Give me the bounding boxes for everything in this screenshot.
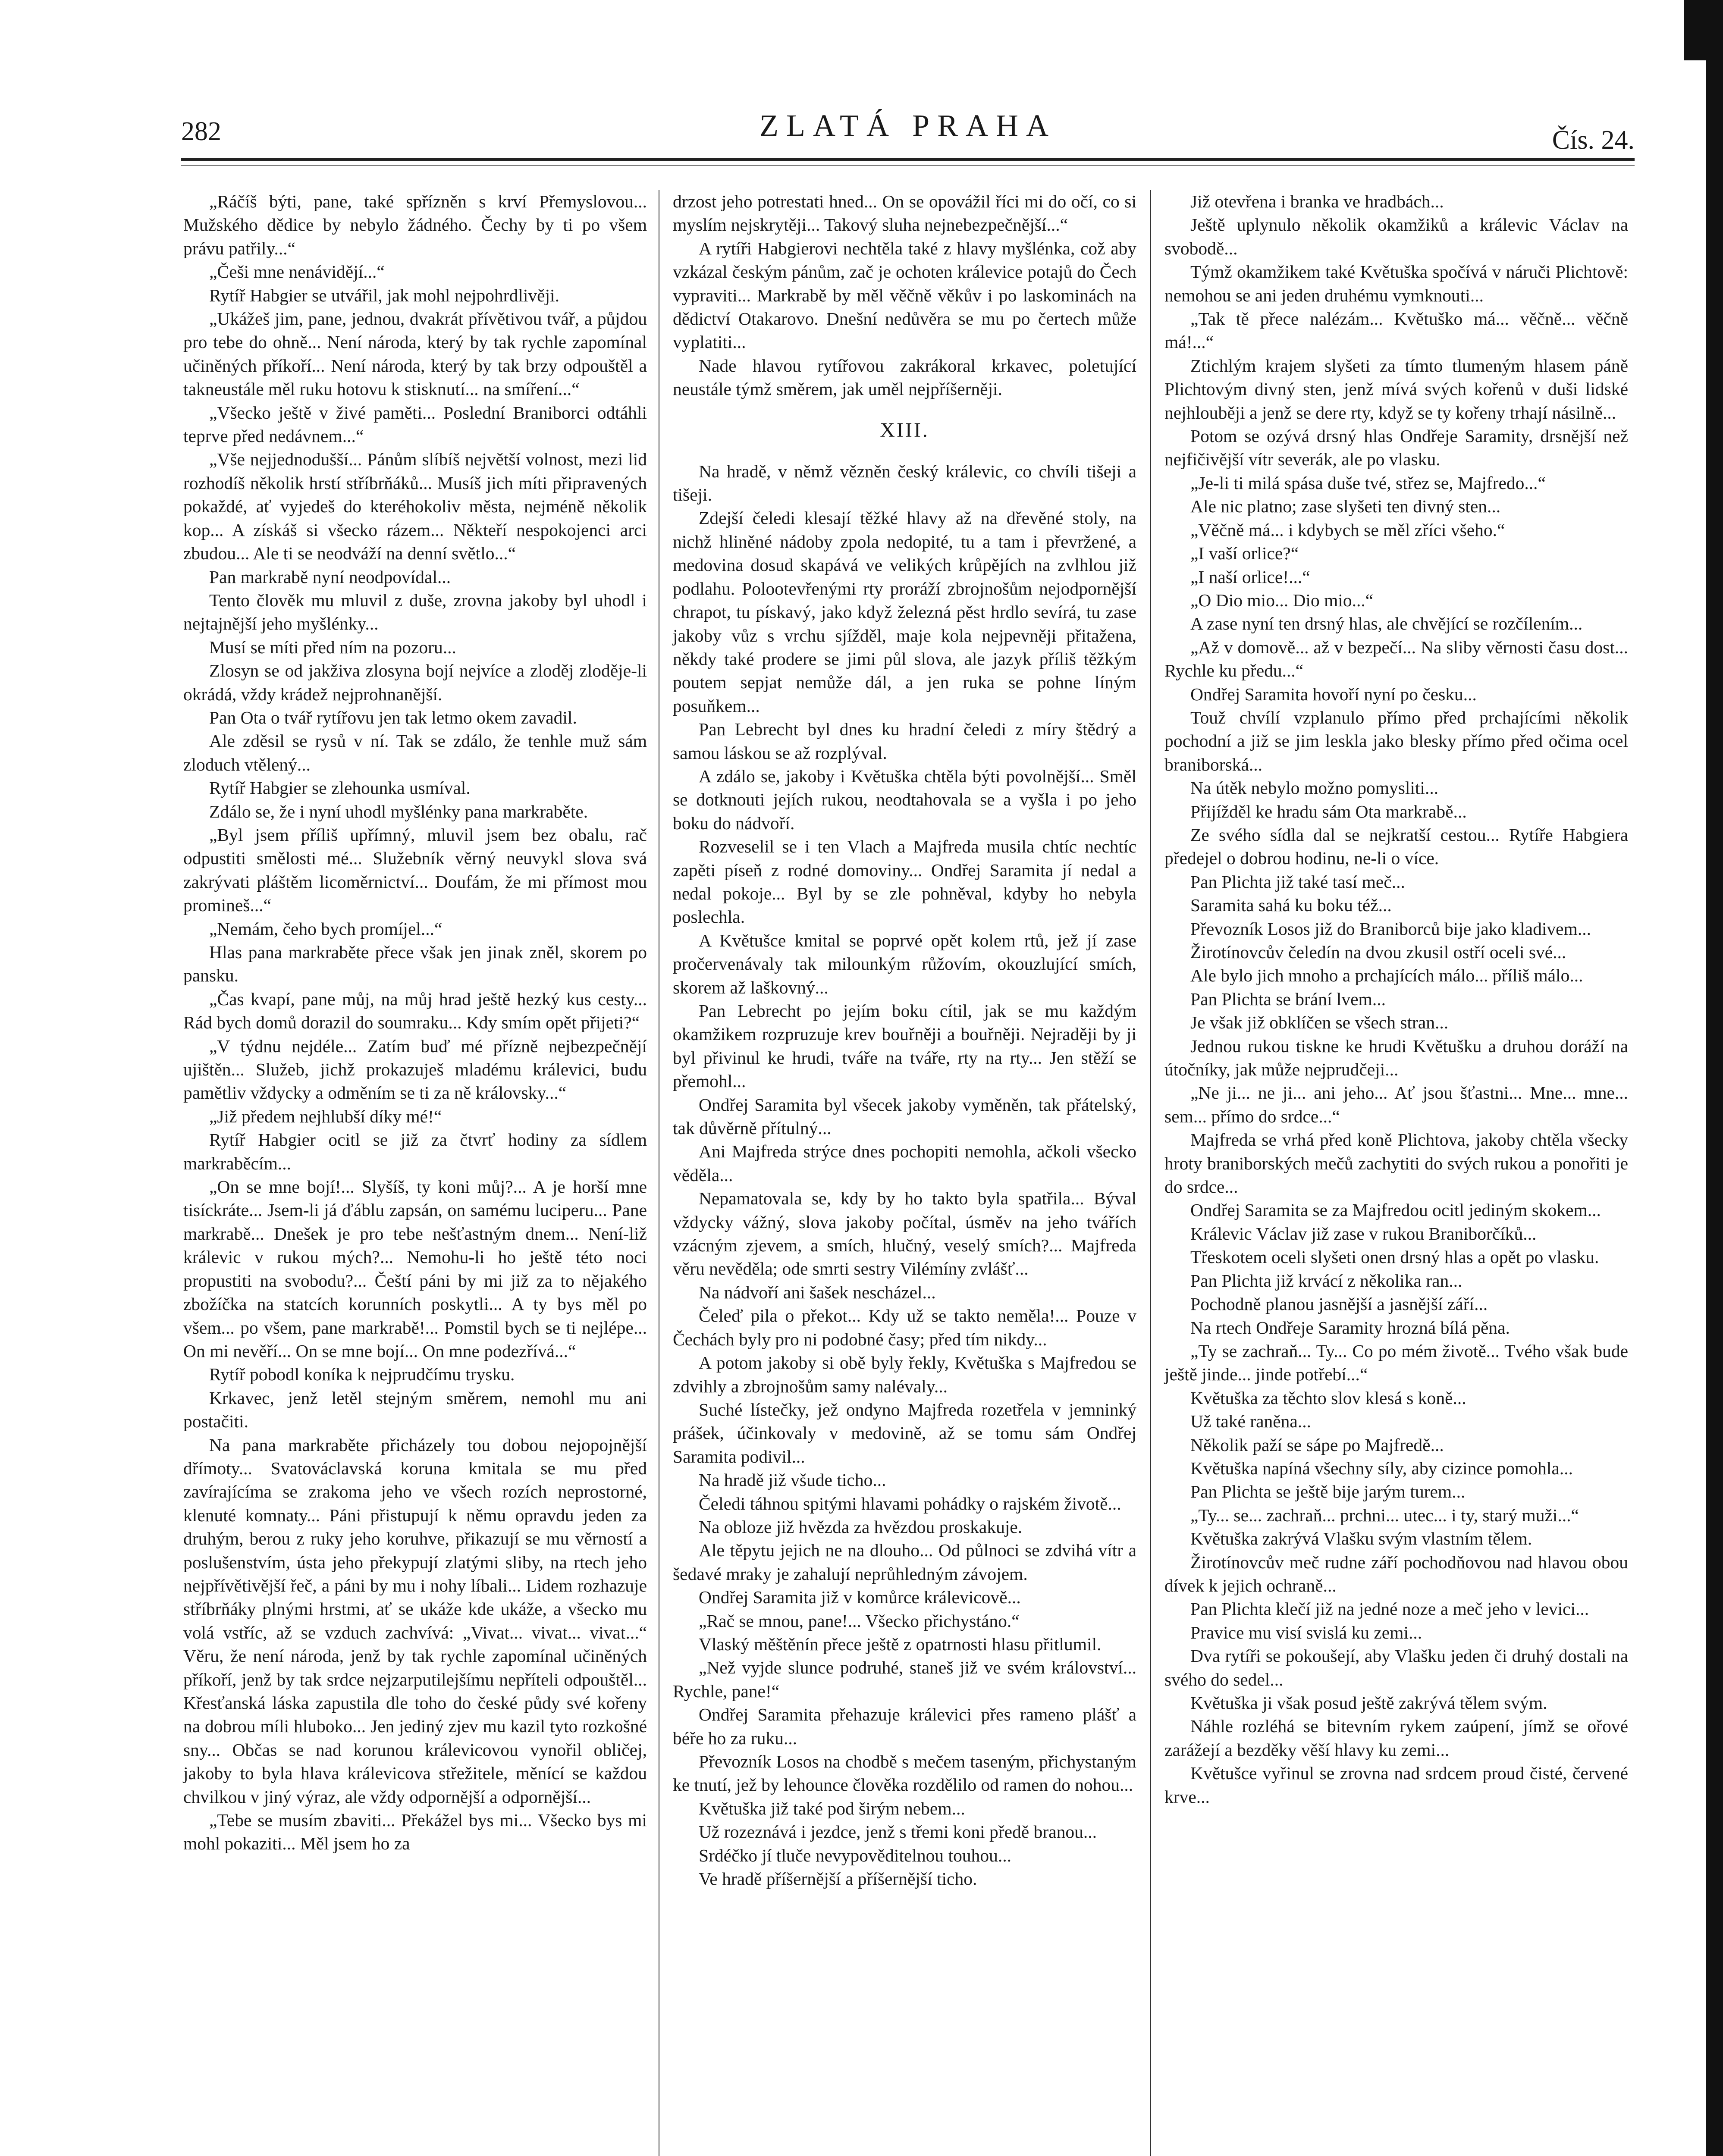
column-divider: [1150, 190, 1151, 2156]
paragraph: Čeleď pila o překot... Kdy už se takto neměla!... Pouze v Čechách byly pro ni podobné časy; před tím nikdy...: [673, 1306, 1136, 1349]
paragraph: Pan markrabě nyní neodpovídal...: [209, 567, 451, 587]
paragraph: Květuška zakrývá Vlašku svým vlastním tělem.: [1190, 1529, 1532, 1549]
issue-number: Čís. 24.: [1552, 125, 1635, 155]
paragraph: Tento člověk mu mluvil z duše, zrovna jakoby byl uhodl i nejtajnější jeho myšlénky...: [183, 590, 647, 634]
paragraph: Touž chvílí vzplanulo přímo před prchajícími několik pochodní a již se jim leskla jako blesky přímo před očima ocel braniborská...: [1164, 707, 1628, 774]
text-column-1: [183, 190, 647, 1855]
page-number: 282: [181, 117, 221, 146]
paragraph: „Ty se zachraň... Ty... Co po mém životě... Tvého však bude ještě jinde... jinde potřebí...“: [1164, 1341, 1628, 1385]
paragraph: Ztichlým krajem slyšeti za tímto tlumeným hlasem páně Plichtovým divný sten, jenž mívá svých kořenů v duši lidské nejhlouběji a jenž se dere rty, když se ty kořeny trhají násilně...: [1164, 355, 1628, 423]
paragraph: „O Dio mio... Dio mio...“: [1190, 590, 1374, 610]
paragraph: Pan Plichta klečí již na jedné noze a meč jeho v levici...: [1190, 1599, 1589, 1619]
paragraph: Ale zděsil se rysů v ní. Tak se zdálo, že tenhle muž sám zloduch vtělený...: [183, 731, 647, 774]
paragraph: „Než vyjde slunce podruhé, staneš již ve svém království... Rychle, pane!“: [673, 1658, 1136, 1701]
text-column-3: [1164, 190, 1628, 1808]
paragraph: Srdéčko jí tluče nevypověditelnou touhou...: [699, 1845, 1011, 1865]
paragraph: A potom jakoby si obě byly řekly, Květuška s Majfredou se zdvihly a zbrojnošům samy nalévaly...: [673, 1353, 1136, 1396]
paragraph: Žirotínovcův meč rudne září pochodňovou nad hlavou obou dívek k jejich ochraně...: [1164, 1552, 1628, 1595]
paragraph: „Všecko ještě v živé paměti... Poslední Braniborci odtáhli teprve před nedávnem...“: [183, 402, 647, 446]
text-column-2: [673, 190, 1136, 1890]
page-header: [181, 108, 1635, 160]
paragraph: „Rač se mnou, pane!... Všecko přichystáno.“: [699, 1611, 1020, 1631]
paragraph: Třeskotem oceli slyšeti onen drsný hlas a opět po vlasku.: [1190, 1247, 1599, 1267]
header-rule-thin: [181, 165, 1635, 166]
paragraph: A rytíři Habgierovi nechtěla také z hlavy myšlénka, což aby vzkázal českým pánům, zač je ochoten králevice potajů do Čech vypraviti... Markrabě by měl věčně věkův i po laskominách na dědictví Otakarovo. Dnešní nedůvěra se mu po čertech může vyplatiti...: [673, 238, 1136, 352]
paragraph: Nade hlavou rytířovou zakrákoral krkavec, poletující neustále týmž směrem, jak uměl nejpříšerněji.: [673, 355, 1136, 399]
paragraph: Potom se ozývá drsný hlas Ondřeje Saramity, drsnější než nejfičivější vítr severák, ale po vlasku.: [1164, 426, 1628, 470]
paragraph: Na hradě již všude ticho...: [699, 1470, 886, 1490]
paragraph: Květuška již také pod širým nebem...: [699, 1798, 965, 1818]
paragraph: Pan Lebrecht po jejím boku cítil, jak se mu každým okamžikem rozpruzuje krev bouřněji a bouřněji. Nejraději by ji byl přivinul ke hrudi, tváře na tváře, rty na rty... Jen stěží se přemohl...: [673, 1001, 1136, 1091]
paragraph: Majfreda se vrhá před koně Plichtova, jakoby chtěla všecky hroty braniborských mečů zachytiti do svých rukou a ponořiti je do srdce...: [1164, 1130, 1628, 1197]
paragraph: Pan Plichta již krvácí z několika ran...: [1190, 1270, 1463, 1291]
paragraph: A zdálo se, jakoby i Květuška chtěla býti povolnější... Směl se dotknouti jejích rukou, neodtahovala se a vyšla i po jeho boku do nádvoří.: [673, 766, 1136, 833]
paragraph: Ondřej Saramita hovoří nyní po česku...: [1190, 684, 1477, 704]
paragraph: Žirotínovcův čeledín na dvou zkusil ostří oceli své...: [1190, 942, 1566, 962]
paragraph: Pan Plichta se ještě bije jarým turem...: [1190, 1482, 1466, 1502]
paragraph: Ondřej Saramita přehazuje králevici přes rameno plášť a béře ho za ruku...: [673, 1705, 1136, 1748]
paragraph: „Vše nejjednodušší... Pánům slíbíš největší volnost, mezi lid rozhodíš několik hrstí stříbrňáků... Musíš jich míti připravených pokaždé, ať vyjedeš do kteréhokoliv města, nejméně několik kop... A získáš si všecko rázem... Někteří nespokojenci arci zbudou... Ale ti se neodváží na denní světlo...“: [183, 449, 647, 564]
paragraph: Musí se míti před ním na pozoru...: [209, 637, 456, 657]
paragraph: „Tak tě přece nalézám... Květuško má... věčně... věčně má!...“: [1164, 309, 1628, 352]
paragraph: Ze svého sídla dal se nejkratší cestou... Rytíře Habgiera předejel o dobrou hodinu, ne-li o více.: [1164, 824, 1628, 868]
paragraph: Rytíř Habgier se zlehounka usmíval.: [209, 778, 471, 798]
paragraph: Rytíř Habgier ocitl se již za čtvrť hodiny za sídlem markraběcím...: [183, 1130, 647, 1173]
paragraph: Pan Ota o tvář rytířovu jen tak letmo okem zavadil.: [209, 707, 577, 727]
paragraph: Zdálo se, že i nyní uhodl myšlénky pana markraběte.: [209, 801, 588, 821]
paragraph: Ale těpytu jejich ne na dlouho... Od půlnoci se zdvihá vítr a šedavé mraky je zahalují neprůhledným závojem.: [673, 1540, 1136, 1584]
paragraph: Na útěk nebylo možno pomysliti...: [1190, 778, 1439, 798]
paragraph: „Byl jsem příliš upřímný, mluvil jsem bez obalu, rač odpustiti smělosti mé... Služebník věrný neuvykl slova svá zakrývati pláštěm licoměrnictví... Doufám, že mi přímost mou promineš...“: [183, 824, 647, 915]
paragraph: Králevic Václav již zase v rukou Braniborčíků...: [1190, 1223, 1537, 1244]
paragraph: Ve hradě příšernější a příšernější ticho.: [699, 1869, 977, 1889]
paragraph: Květušce vyřinul se zrovna nad srdcem proud čisté, červené krve...: [1164, 1763, 1628, 1807]
paragraph: Ale bylo jich mnoho a prchajících málo... příliš málo...: [1190, 965, 1583, 986]
paragraph: Rytíř pobodl koníka k nejprudčímu trysku.: [209, 1364, 515, 1385]
paragraph: „Ráčíš býti, pane, také spřízněn s krví Přemyslovou... Mužského dědice by nebylo žádného. Čechy by ti po všem právu patřily...“: [183, 191, 647, 258]
paragraph: Jednou rukou tiskne ke hrudi Květušku a druhou doráží na útočníky, jak může nejprudčeji...: [1164, 1036, 1628, 1080]
paragraph: „I naší orlice!...“: [1190, 567, 1310, 587]
paragraph: „Tebe se musím zbaviti... Překážel bys mi... Všecko bys mi mohl pokaziti... Měl jsem ho za: [183, 1810, 647, 1854]
paragraph: „Čas kvapí, pane můj, na můj hrad ještě hezký kus cesty... Rád bych domů dorazil do soumraku... Kdy smím opět přijeti?“: [183, 989, 647, 1033]
paragraph: „Věčně má... i kdybych se měl zříci všeho.“: [1190, 520, 1505, 540]
paragraph: drzost jeho potrestati hned... On se opovážil říci mi do očí, co si myslím nejskrytěji... Takový sluha nejnebezpečnější...“: [673, 191, 1136, 235]
paragraph: Týmž okamžikem také Květuška spočívá v náruči Plichtově: nemohou se ani jeden druhému vymknouti...: [1164, 262, 1628, 305]
paragraph: Ani Majfreda strýce dnes pochopiti nemohla, ačkoli všecko věděla...: [673, 1141, 1136, 1185]
paragraph: Pravice mu visí svislá ku zemi...: [1190, 1622, 1422, 1642]
chapter-heading: XIII.: [880, 418, 929, 442]
paragraph: Již otevřena i branka ve hradbách...: [1190, 191, 1444, 211]
header-rule-thick: [181, 158, 1635, 161]
paragraph: A zase nyní ten drsný hlas, ale chvějící se rozčílením...: [1190, 614, 1583, 634]
paragraph: Přijížděl ke hradu sám Ota markrabě...: [1190, 801, 1467, 821]
paragraph: Na rtech Ondřeje Saramity hrozná bílá pěna.: [1190, 1317, 1510, 1338]
paragraph: Rytíř Habgier se utvářil, jak mohl nejpohrdlivěji.: [209, 285, 560, 305]
paragraph: Několik paží se sápe po Majfredě...: [1190, 1435, 1444, 1455]
paragraph: „Češi mne nenávidějí...“: [209, 262, 385, 282]
paragraph: „Ty... se... zachraň... prchni... utec... i ty, starý muži...“: [1190, 1505, 1579, 1525]
paragraph: Dva rytíři se pokoušejí, aby Vlašku jeden či druhý dostali na svého do sedel...: [1164, 1646, 1628, 1689]
paragraph: Pochodně planou jasnější a jasnější září...: [1190, 1294, 1488, 1314]
paragraph: Rozveselil se i ten Vlach a Majfreda musila chtíc nechtíc zapěti píseň z rodné domoviny... Ondřej Saramita jí nedal a nedal pokoje... Byl by se zle pohněval, kdyby ho nebyla poslechla.: [673, 837, 1136, 927]
paragraph: Čeledi táhnou spitými hlavami pohádky o rajském životě...: [699, 1493, 1121, 1514]
paragraph: Ondřej Saramita se za Majfredou ocitl jediným skokem...: [1190, 1200, 1601, 1220]
paragraph: Pan Plichta se brání lvem...: [1190, 989, 1386, 1009]
paragraph: Už rozeznává i jezdce, jenž s třemi koni předě branou...: [699, 1822, 1097, 1842]
paragraph: „Je-li ti milá spása duše tvé, střez se, Majfredo...“: [1190, 473, 1546, 493]
paragraph: Ještě uplynulo několik okamžiků a králevic Václav na svobodě...: [1164, 215, 1628, 258]
paragraph: Na nádvoří ani šašek nescházel...: [699, 1282, 936, 1302]
paragraph: „On se mne bojí!... Slyšíš, ty koni můj?... A je horší mne tisíckráte... Jsem-li já ďáblu zapsán, on samému luciperu... Pane markrabě... Dnešek je pro tebe nešťastným dnem... Není-liž králevic v rukou mých?... Nemohu-li ho ještě této noci propustiti na svobodu?... Čeští páni by mi již za to nějakého zbožíčka na statcích korunních poskytli... A ty bys měl po všem... po všem, pane markrabě!... Pomstil bych se ti nejlépe... On mi nevěří... On se mne bojí... On mne podezřívá...“: [183, 1177, 647, 1361]
paragraph: Ale nic platno; zase slyšeti ten divný sten...: [1190, 496, 1501, 517]
paragraph: Je však již obklíčen se všech stran...: [1190, 1012, 1449, 1033]
paragraph: Květuška za těchto slov klesá s koně...: [1190, 1388, 1466, 1408]
paragraph: Převozník Losos již do Braniborců bije jako kladivem...: [1190, 918, 1591, 939]
paragraph: „Až v domově... až v bezpečí... Na sliby věrnosti času dost... Rychle ku předu...“: [1164, 637, 1628, 681]
paragraph: Pan Plichta již také tasí meč...: [1190, 871, 1405, 892]
journal-title: ZLATÁ PRAHA: [759, 108, 1056, 143]
paragraph: „Ne ji... ne ji... ani jeho... Ať jsou šťastni... Mne... mne... sem... přímo do srdce...“: [1164, 1083, 1628, 1126]
paragraph: Nepamatovala se, kdy by ho takto byla spatřila... Býval vždycky vážný, slova jakoby počítal, úsměv na jeho tvářích vzácným zjevem, a smích, hlučný, veselý smích?... Majfreda věru nevěděla; ode smrti sestry Vilémíny zvlášť...: [673, 1188, 1136, 1279]
paragraph: Převozník Losos na chodbě s mečem taseným, přichystaným ke tnutí, jež by lehounce člověka rozdělilo od ramen do nohou...: [673, 1752, 1136, 1795]
paragraph: Na obloze již hvězda za hvězdou proskakuje.: [699, 1517, 1023, 1537]
paragraph: „Již předem nejhlubší díky mé!“: [209, 1106, 442, 1126]
scan-corner: [1684, 0, 1706, 60]
paragraph: Na hradě, v němž vězněn český králevic, co chvíli tišeji a tišeji.: [673, 461, 1136, 505]
paragraph: Pan Lebrecht byl dnes ku hradní čeledi z míry štědrý a samou láskou se až rozplýval.: [673, 719, 1136, 763]
paragraph: Suché lístečky, jež ondyno Majfreda rozetřela v jemninký prášek, účinkovaly v medovině, až se tomu sám Ondřej Saramita podivil...: [673, 1399, 1136, 1467]
paragraph: Náhle rozléhá se bitevním rykem zaúpení, jímž se ořové zarážejí a bezděky věší hlavy ku zemi...: [1164, 1716, 1628, 1760]
paragraph: Vlaský měštěnín přece ještě z opatrnosti hlasu přitlumil.: [699, 1634, 1102, 1654]
scan-edge: [1706, 0, 1723, 2156]
paragraph: Ondřej Saramita byl všecek jakoby vyměněn, tak přátelský, tak důvěrně přítulný...: [673, 1094, 1136, 1138]
paragraph: „Nemám, čeho bych promíjel...“: [209, 918, 443, 939]
paragraph: A Květušce kmital se poprvé opět kolem rtů, jež jí zase pročervenávaly tak milounkým růžovím, okouzlující smích, skorem až laškovný...: [673, 930, 1136, 997]
paragraph: Květuška ji však posud ještě zakrývá tělem svým.: [1190, 1693, 1547, 1713]
paragraph: Krkavec, jenž letěl stejným směrem, nemohl mu ani postačiti.: [183, 1388, 647, 1432]
paragraph: Už také raněna...: [1190, 1411, 1311, 1432]
paragraph: Ondřej Saramita již v komůrce králevicově...: [699, 1587, 1021, 1608]
paragraph: „Ukážeš jim, pane, jednou, dvakrát přívětivou tvář, a půjdou pro tebe do ohně... Není národa, který by tak rychle zapomínal učiněných příkoří... Není národa, který by tak brzy odpouštěl a takneustále měl ruku hotovu k stisknutí... na smíření...“: [183, 309, 647, 399]
paragraph: Zdejší čeledi klesají těžké hlavy až na dřevěné stoly, na nichž hliněné nádoby zpola nedopité, tu a tam i převržené, a medovina dosud skapává ve velikých krůpějích na zvlhlou již podlahu. Polootevřenými rty proráží zbrojnošům nejodpornější chrapot, tu pískavý, jako když železná pěst hrdlo sevírá, tu zase jakoby vůz s vrchu sjížděl, maje kola nejpevněji přitažena, někdy také prodere se jimi půl slova, ale jazyk příliš těžkým poutem sepjat nemůže dál, a jen ruka se pohne líným posuňkem...: [673, 508, 1136, 716]
paragraph: Hlas pana markraběte přece však jen jinak zněl, skorem po pansku.: [183, 942, 647, 986]
paragraph: Saramita sahá ku boku též...: [1190, 895, 1392, 915]
paragraph: Zlosyn se od jakživa zlosyna bojí nejvíce a zloděj zloděje-li okrádá, vždy krádež nejprohnanější.: [183, 661, 647, 704]
paragraph: Na pana markraběte přicházely tou dobou nejopojnější dřímoty... Svatováclavská koruna kmitala se mu před zavírajícíma se zrakoma jeho ve všech rozích neprostorné, klenuté komnaty... Páni přistupují k němu opravdu jeden za druhým, berou z ruky jeho koruhve, přikazují se mu věrností a poslušenstvím, ústa jeho překypují zlatými sliby, na rtech jeho nejpřívětivější řeč, a páni by mu i nohy líbali... Lidem rozhazuje stříbrňáky plnými hrstmi, ať se ukáže kde ukáže, a všecko mu volá vstříc, až se vzduch zachvívá: „Vivat... vivat... vivat...“ Věru, že není národa, jenž by tak rychle zapomínal učiněných příkoří, jenž by tak srdce nejzarputilejšímu nepříteli odpouštěl... Křesťanská láska zapustila dle toho do české půdy své kořeny na dobrou míli hluboko... Jen jediný zjev mu kazil tyto rozkošné sny... Občas se nad korunou králevicovou vynořil obličej, jakoby to byla hlava králevicova střežitele, měnící se každou chvilkou v jiný výraz, ale vždy odpornější a odpornější...: [183, 1435, 647, 1807]
paragraph: „I vaší orlice?“: [1190, 543, 1299, 564]
paragraph: Květuška napíná všechny síly, aby cizince pomohla...: [1190, 1458, 1573, 1478]
paragraph: „V týdnu nejdéle... Zatím buď mé přízně nejbezpečnějí ujištěn... Služeb, jichž prokazuješ mladému králevici, budu pamětliv vždycky a odměním se ti za ně královsky...“: [183, 1036, 647, 1103]
